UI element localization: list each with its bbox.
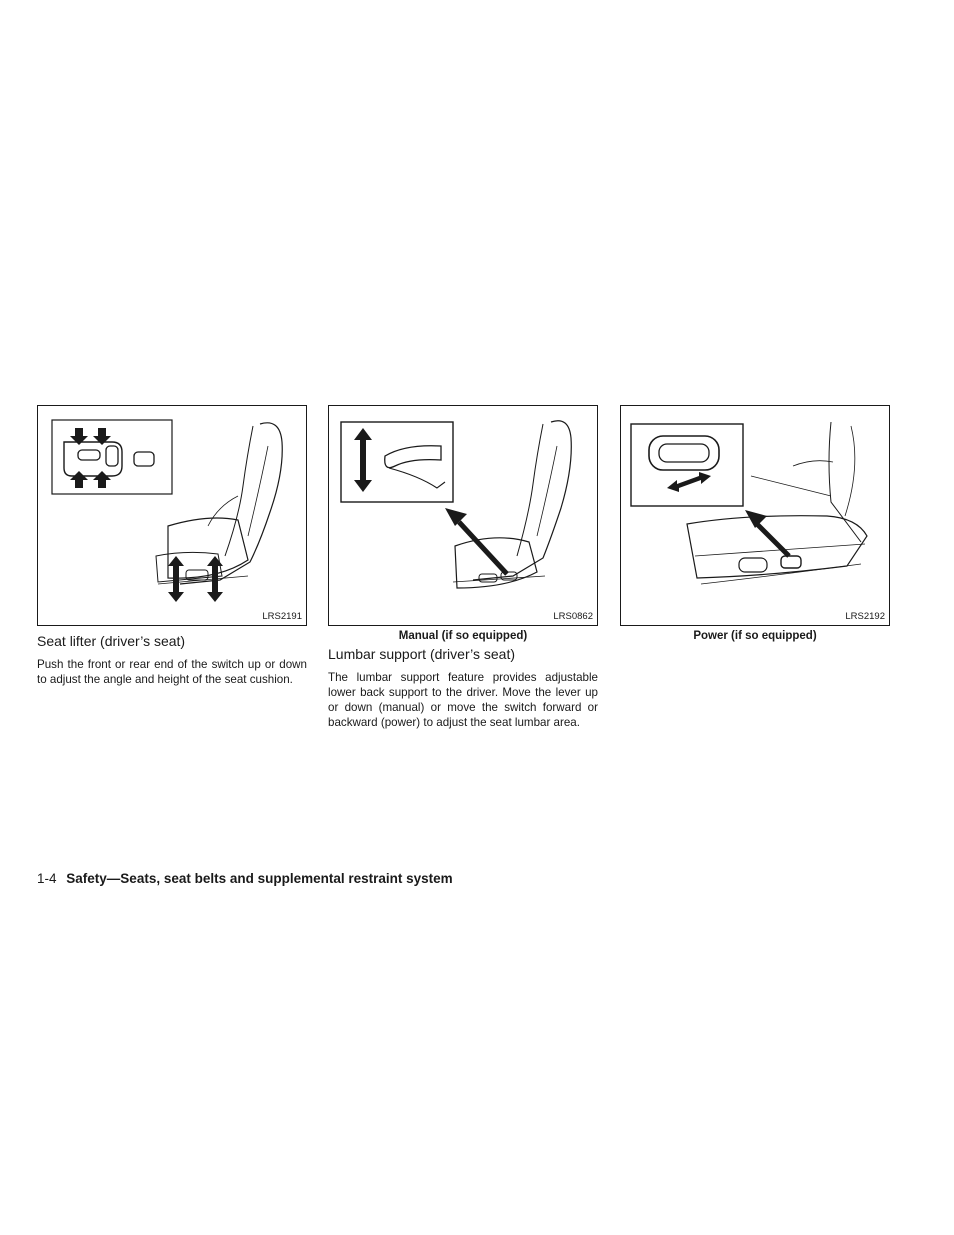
- seat-lifter-figure: [37, 405, 307, 626]
- body-paragraph: The lumbar support feature provides adjustable lower back support to the driver. Move the lever up or down (manual) or move the switch forward or backward (power) to adjust the seat lumbar area.: [328, 671, 598, 729]
- lumbar-power-figure: [620, 405, 890, 626]
- lumbar-manual-column: [328, 405, 598, 730]
- figure-code: LRS0862: [553, 611, 593, 622]
- section-title: Safety—Seats, seat belts and supplemental restraint system: [66, 871, 453, 886]
- figure-caption: Manual (if so equipped): [398, 630, 528, 642]
- lumbar-power-column: [620, 405, 890, 642]
- lumbar-power-illustration: [621, 406, 889, 625]
- page-number: 1-4: [37, 871, 57, 886]
- figure-code: LRS2192: [845, 611, 885, 622]
- lumbar-manual-figure: [328, 405, 598, 626]
- page-footer: [37, 871, 453, 886]
- section-heading: Seat lifter (driver’s seat): [37, 633, 186, 649]
- section-heading: Lumbar support (driver’s seat): [328, 646, 516, 662]
- seat-lifter-illustration: [38, 406, 306, 625]
- body-paragraph: Push the front or rear end of the switch up or down to adjust the angle and height of the seat cushion.: [37, 658, 307, 686]
- seat-lifter-column: [37, 405, 307, 687]
- figure-caption: Power (if so equipped): [693, 630, 817, 642]
- lumbar-manual-illustration: [329, 406, 597, 625]
- figure-code: LRS2191: [262, 611, 302, 622]
